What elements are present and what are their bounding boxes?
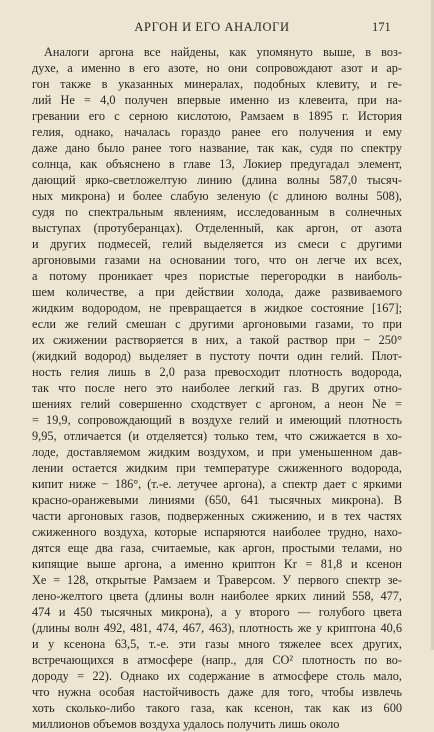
text-line: = 19,9, сопровождающий в воздухе гелий и имеющий плотность bbox=[32, 413, 402, 427]
text-line: даже дано было ранее того название, так как, судя по спектру bbox=[32, 141, 402, 155]
text-line: (жидкий водород) выделяет в пустоту почти один гелий. Плот- bbox=[32, 349, 402, 363]
text-line: жидким водородом, не превращается в жидкое состояние [167]; bbox=[32, 301, 402, 315]
text-line: миллионов объемов воздуха удалось получить лишь около bbox=[32, 717, 340, 731]
text-line: шем количестве, а при действии холода, даже развиваемого bbox=[32, 285, 402, 299]
text-line: лено-желтого цвета (длины волн наиболее ярких линий 558, 477, bbox=[32, 589, 402, 603]
text-line: и у ксенона 63,5, т.-е. эти газы много тяжелее всех других, bbox=[32, 637, 402, 651]
text-line: лении остается жидким при температуре сжиженного водорода, bbox=[32, 461, 402, 475]
text-line: 9,95, отличается (и отделяется) только тем, что сжижается в хо- bbox=[32, 429, 402, 443]
running-head: АРГОН И ЕГО АНАЛОГИ bbox=[134, 20, 290, 34]
text-line: лий He = 4,0 получен впервые именно из клевеита, при на- bbox=[32, 93, 402, 107]
text-line: гон также в указанных минералах, подобных клевиту, и ге- bbox=[32, 77, 402, 91]
text-line: встречающихся в атмосфере (напр., для CO² плотность по во- bbox=[32, 653, 402, 667]
page-number: 171 bbox=[372, 20, 391, 34]
text-line: шениях гелий совершенно сходствует с аргоном, а неон Ne = bbox=[32, 397, 402, 411]
text-line: части аргоновых газов, подверженных сжижению, и в тех частях bbox=[32, 509, 402, 523]
text-line: ность гелия лишь в 2,0 раза превосходит плотность водорода, bbox=[32, 365, 402, 379]
text-line: (длины волн 492, 481, 474, 467, 463), плотность же у криптона 40,6 bbox=[32, 621, 402, 635]
text-line: кипящие выше аргона, а именно криптон Kr = 81,8 и ксенон bbox=[32, 557, 402, 571]
text-line: сжиженного воздуха, которые испаряются наиболее трудно, нахо- bbox=[32, 525, 402, 539]
text-line: кипит ниже − 186°, (т.-е. летучее аргона), а спектр дает с яркими bbox=[32, 477, 402, 491]
text-line: их сжижении растворяется в них, а такой раствор при − 250° bbox=[32, 333, 402, 347]
text-line: если же гелий смешан с другими аргоновыми газами, то при bbox=[32, 317, 402, 331]
text-line: хоть сколько-либо такого газа, как ксенон, так как из 600 bbox=[32, 701, 402, 715]
text-line: так что после него это наиболее легкий газ. В других отно- bbox=[32, 381, 402, 395]
text-line: и других подмесей, гелий выделяется из смеси с другими bbox=[32, 237, 402, 251]
text-line: гелия, однако, началась гораздо ранее его получения и ему bbox=[32, 125, 402, 139]
body-text bbox=[32, 44, 402, 732]
text-line: ных микрона) и более слабую зеленую (с длиною волны 508), bbox=[32, 189, 402, 203]
text-line: а потому проникает чрез пористые перегородки в наиболь- bbox=[32, 269, 402, 283]
text-line: красно-оранжевыми линиями (650, 641 тысячных микрона). В bbox=[32, 493, 402, 507]
text-line: гревании его с серною кислотою, Рамзаем в 1895 г. История bbox=[32, 109, 402, 123]
text-line: Аналоги аргона все найдены, как упомянуто выше, в воз- bbox=[44, 45, 402, 59]
text-line: дороду = 22). Однако их содержание в атмосфере столь мало, bbox=[32, 669, 402, 683]
text-line: выступах (протуберанцах). Отделенный, как аргон, от азота bbox=[32, 221, 402, 235]
text-line: что нужна особая настойчивость даже для того, чтобы извлечь bbox=[32, 685, 402, 699]
text-line: дающий ярко-светложелтую линию (длина волны 587,0 тысяч- bbox=[32, 173, 402, 187]
text-line: 474 и 450 тысячных микрона), а у второго — голубого цвета bbox=[32, 605, 402, 619]
text-line: духе, а именно в его азоте, но они сопровождают азот и ар- bbox=[32, 61, 402, 75]
text-line: лоде, доставляемом жидким воздухом, и при уменьшенном дав- bbox=[32, 445, 402, 459]
text-line: солнца, как объяснено в главе 13, Локиер предугадал элемент, bbox=[32, 157, 402, 171]
text-line: Xe = 128, открытые Рамзаем и Траверсом. У первого спектр зе- bbox=[32, 573, 402, 587]
text-line: судя по спектральным явлениям, исследованным в солнечных bbox=[32, 205, 402, 219]
text-line: дятся еще два газа, считаемые, как аргон, простыми телами, но bbox=[32, 541, 402, 555]
text-line: аргоновыми газами на основании того, что он легче их всех, bbox=[32, 253, 402, 267]
